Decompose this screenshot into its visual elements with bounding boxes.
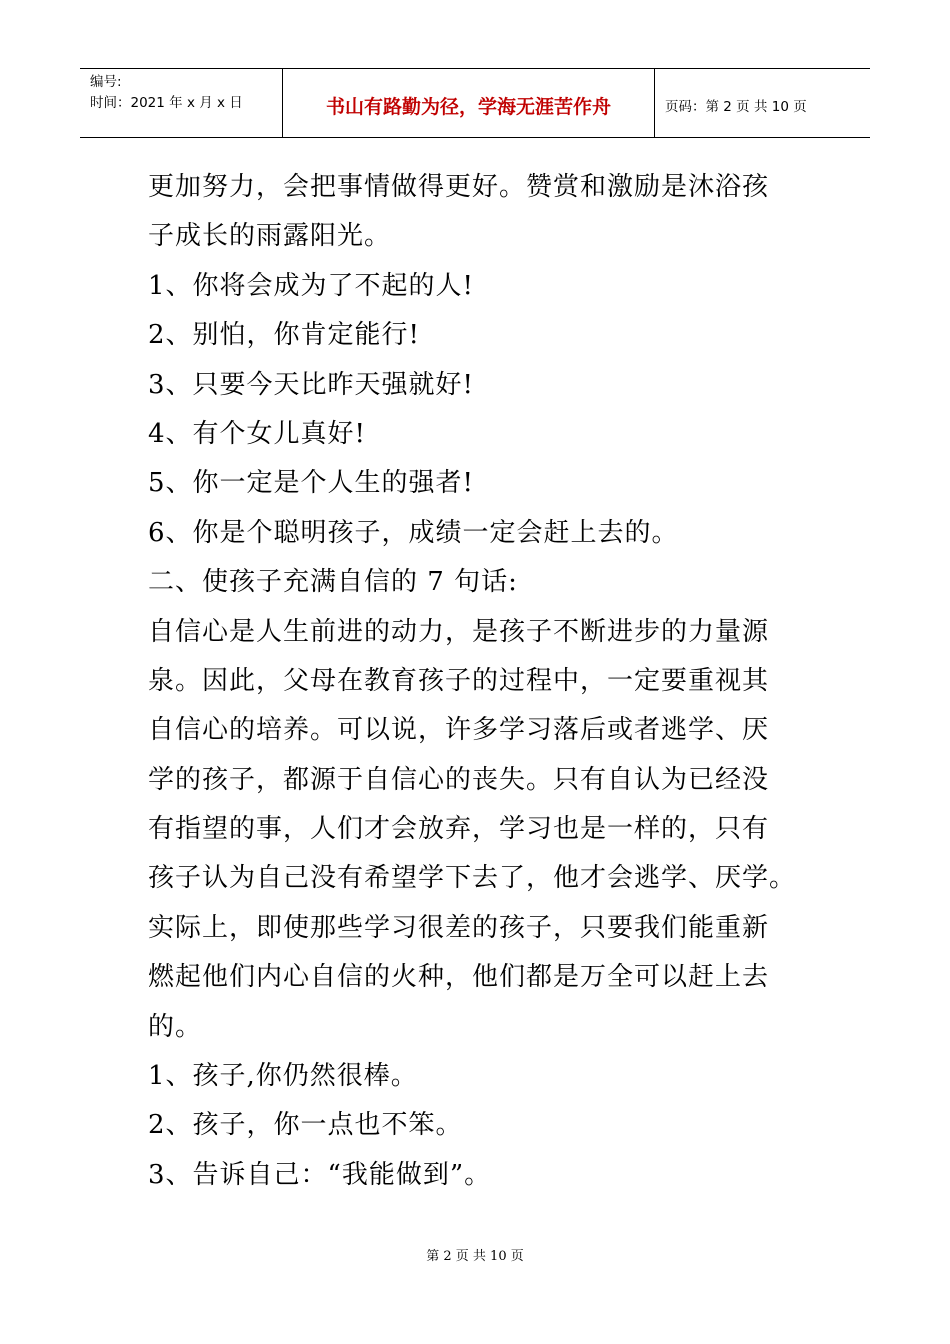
header-meta (80, 69, 282, 137)
body-text-line: 3、只要今天比昨天强就好! (148, 369, 474, 400)
body-text-line: 1、孩子,你仍然很棒。 (148, 1061, 418, 1092)
page-header (80, 68, 870, 138)
body-text-line: 自信心是人生前进的动力，是孩子不断进步的力量源 (148, 616, 770, 647)
header-motto: 书山有路勤为径，学海无涯苦作舟 (282, 69, 655, 137)
body-text-line: 3、告诉自己：“我能做到”。 (148, 1159, 492, 1190)
body-text-line: 1、你将会成为了不起的人! (148, 270, 474, 301)
document-number-label: 编号: (90, 74, 122, 90)
body-text-line: 泉。因此，父母在教育孩子的过程中，一定要重视其 (148, 665, 770, 696)
body-text-line: 2、别怕，你肯定能行! (148, 320, 420, 351)
body-text-line: 有指望的事，人们才会放弃，学习也是一样的，只有 (148, 814, 770, 845)
body-text-line: 自信心的培养。可以说，许多学习落后或者逃学、厌 (148, 715, 770, 746)
body-text-line: 6、你是个聪明孩子，成绩一定会赶上去的。 (148, 517, 679, 548)
document-body (148, 163, 818, 1200)
body-text-line: 子成长的雨露阳光。 (148, 221, 392, 252)
body-text-line: 孩子认为自己没有希望学下去了，他才会逃学、厌学。 (148, 863, 797, 894)
header-page-info: 页码：第 2 页 共 10 页 (665, 99, 807, 115)
body-text-line: 燃起他们内心自信的火种，他们都是万全可以赶上去 (148, 962, 770, 993)
document-date: 时间：2021 年 x 月 x 日 (90, 95, 243, 111)
body-text-line: 5、你一定是个人生的强者! (148, 468, 474, 499)
body-text-line: 2、孩子，你一点也不笨。 (148, 1110, 463, 1141)
body-text-line: 实际上，即使那些学习很差的孩子，只要我们能重新 (148, 912, 770, 943)
body-text-line: 的。 (148, 1011, 203, 1042)
body-text-line: 二、使孩子充满自信的 7 句话: (148, 567, 518, 598)
body-text-line: 学的孩子，都源于自信心的丧失。只有自认为已经没 (148, 764, 770, 795)
body-text-line: 4、有个女儿真好! (148, 418, 366, 449)
body-text-line: 更加努力，会把事情做得更好。赞赏和激励是沐浴孩 (148, 172, 770, 202)
page-footer: 第 2 页 共 10 页 (426, 1249, 524, 1264)
